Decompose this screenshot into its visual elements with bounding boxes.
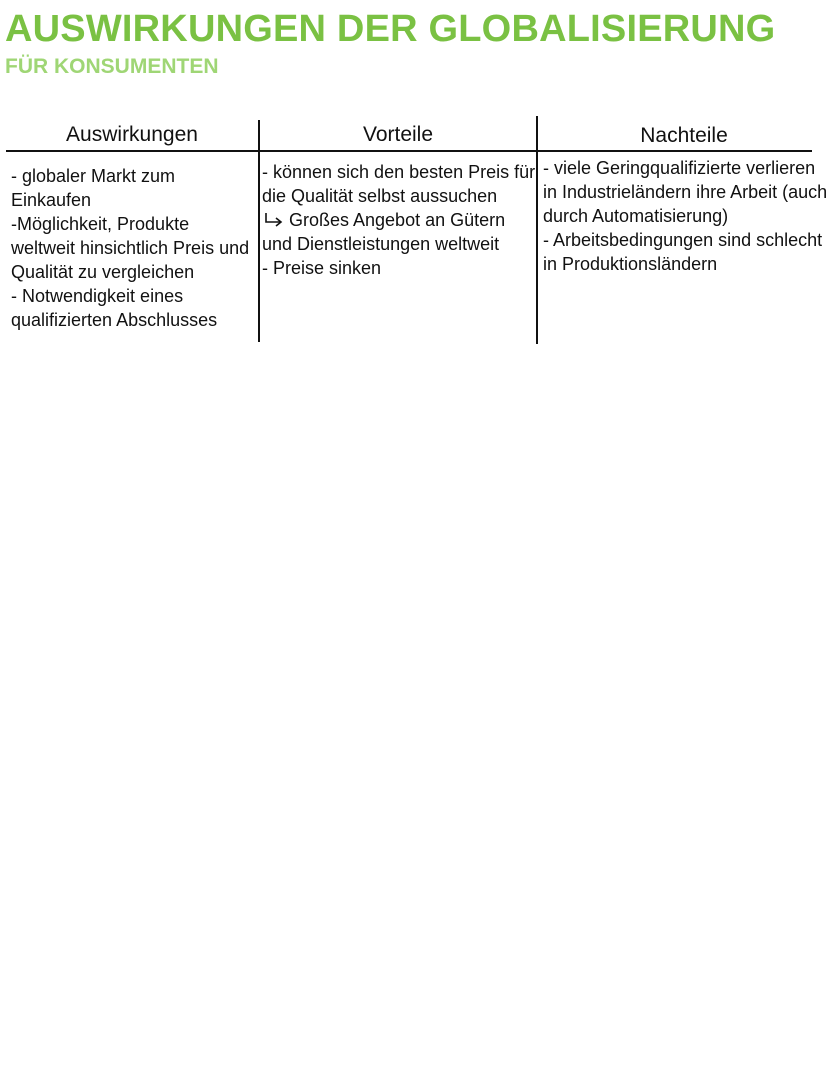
list-item: - Preise sinken <box>262 258 382 278</box>
column-divider-1 <box>258 120 260 342</box>
list-item: - Notwendigkeit eines qualifizierten Abschlusses <box>11 286 218 330</box>
return-arrow-icon <box>264 213 284 227</box>
table-header-divider <box>6 150 812 152</box>
sub-item-text: Großes Angebot an Gütern und Dienstleistungen weltweit <box>262 210 506 254</box>
list-item: - viele Geringqualifizierte verlieren in Industrieländern ihre Arbeit (auch durch Automatisierung) <box>543 158 828 226</box>
cell-auswirkungen <box>11 164 257 332</box>
list-item: - globaler Markt zum Einkaufen <box>11 166 176 210</box>
column-header-auswirkungen: Auswirkungen <box>66 123 198 146</box>
list-item-sub <box>262 208 538 256</box>
cell-nachteile <box>543 156 828 276</box>
column-header-nachteile: Nachteile <box>640 124 728 147</box>
cell-vorteile <box>262 160 538 280</box>
list-item: -Möglichkeit, Produkte weltweit hinsichtlich Preis und Qualität zu vergleichen <box>11 214 250 282</box>
page-title: AUSWIRKUNGEN DER GLOBALISIERUNG <box>5 8 776 50</box>
list-item: - Arbeitsbedingungen sind schlecht in Produktionsländern <box>543 230 823 274</box>
page-subtitle: FÜR KONSUMENTEN <box>5 55 219 78</box>
list-item: - können sich den besten Preis für die Qualität selbst aussuchen <box>262 162 536 206</box>
column-header-vorteile: Vorteile <box>362 123 434 146</box>
